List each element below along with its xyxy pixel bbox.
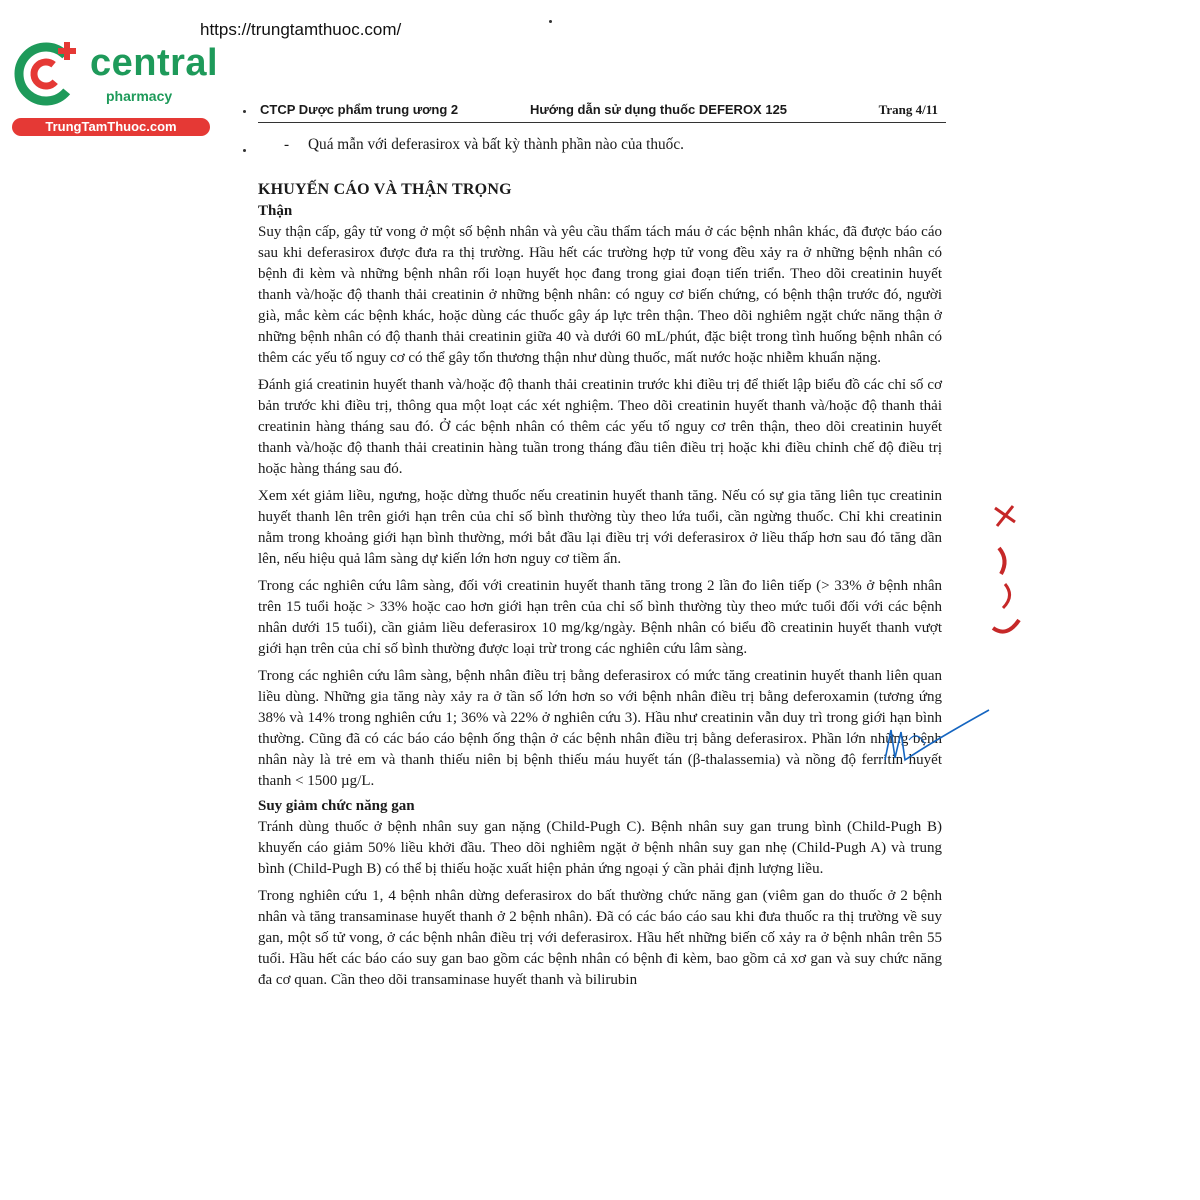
bullet-dash: - (284, 136, 290, 153)
liver-paragraph: Tránh dùng thuốc ở bệnh nhân suy gan nặng (Child-Pugh C). Bệnh nhân suy gan trung bình (Child-Pugh B) khuyến cáo giảm 50% liều khởi đầu. Theo dõi nghiêm ngặt ở bệnh nhân suy gan nhẹ (Child-Pugh A) và trung bình (Child-Pugh B) có thể bị thiếu hoặc xuất hiện phản ứng ngoại ý cần phải định lượng liều. (258, 819, 942, 877)
contraindication-bullet (284, 134, 942, 155)
liver-paragraph: Trong nghiên cứu 1, 4 bệnh nhân dừng deferasirox do bất thường chức năng gan (viêm gan do thuốc ở 2 bệnh nhân và tăng transaminase huyết thanh ở 2 bệnh nhân). Đã có các báo cáo sau khi đưa thuốc ra thị trường về suy gan, một số tử vong, ở các bệnh nhân điều trị với deferasirox. Hầu hết những biến cố xảy ra ở bệnh nhân trên 55 tuổi. Hầu hết các báo cáo suy gan bao gồm các bệnh nhân có bệnh đi kèm, bao gồm cả xơ gan và suy chức năng đa cơ quan. Cần theo dõi transaminase huyết thanh và bilirubin (258, 888, 942, 988)
scan-dot (243, 110, 246, 113)
kidney-paragraph: Suy thận cấp, gây tử vong ở một số bệnh nhân và yêu cầu thẩm tách máu ở các bệnh nhân khác, đã được báo cáo sau khi deferasirox được đưa ra thị trường. Hầu hết các trường hợp tử vong đều xảy ra ở những bệnh nhân có bệnh đi kèm và những bệnh nhân rối loạn huyết học đang trong giai đoạn tiến triển. Theo dõi creatinin huyết thanh và/hoặc độ thanh thải creatinin ở những bệnh nhân: có nguy cơ biến chứng, có bệnh thận trước đó, người già, mắc kèm các bệnh khác, hoặc dùng các thuốc gây áp lực trên thận. Theo dõi nghiêm ngặt chức năng thận ở những bệnh nhân có độ thanh thải creatinin giữa 40 và dưới 60 mL/phút, đặc biệt trong tình huống bệnh nhân có thêm các yếu tố nguy cơ có thể gây tổn thương thận như dùng thuốc, mất nước hoặc nhiễm khuẩn nặng. (258, 224, 942, 366)
kidney-paragraph: Trong các nghiên cứu lâm sàng, đối với creatinin huyết thanh tăng trong 2 lần đo liên tiếp (> 33% ở bệnh nhân trên 15 tuổi hoặc > 33% hoặc cao hơn giới hạn trên của chỉ số bình thường tùy theo mức tuổi đối với các bệnh nhân dưới 15 tuổi), cần giảm liều deferasirox 10 mg/kg/ngày. Bệnh nhân có biểu đồ creatinin huyết thanh vượt giới hạn trên của chỉ số bình thường được loại trừ trong các nghiên cứu lâm sàng. (258, 578, 942, 657)
logo-subtitle: pharmacy (106, 88, 173, 104)
kidney-heading: Thận (258, 203, 293, 219)
bullet-text: Quá mẫn với deferasirox và bất kỳ thành phần nào của thuốc. (308, 136, 684, 153)
scan-dot (549, 20, 552, 23)
liver-heading: Suy giảm chức năng gan (258, 798, 415, 814)
header-page-number: Trang 4/11 (878, 102, 938, 117)
page-header (258, 100, 946, 123)
scan-dot (243, 149, 246, 152)
header-company: CTCP Dược phẩm trung ương 2 (260, 102, 459, 117)
kidney-paragraph: Đánh giá creatinin huyết thanh và/hoặc độ thanh thải creatinin trước khi điều trị để thiết lập biểu đồ các chỉ số cơ bản trước khi điều trị, thông qua một loạt các xét nghiệm. Theo dõi creatinin huyết thanh và/hoặc độ thanh thải creatinin hàng tháng sau đó. Ở các bệnh nhân có thêm các yếu tố nguy cơ trên thận, theo dõi creatinin huyết thanh và/hoặc độ thanh thải creatinin hàng tuần trong tháng đầu tiên điều trị hoặc khi điều chỉnh chế độ điều trị hoặc hàng tháng sau đó. (258, 377, 942, 477)
logo-banner: TrungTamThuoc.com (12, 118, 210, 136)
kidney-paragraph: Trong các nghiên cứu lâm sàng, bệnh nhân điều trị bằng deferasirox có mức tăng creatinin huyết thanh liên quan liều dùng. Những gia tăng này xảy ra ở tần số lớn hơn so với bệnh nhân điều trị bằng deferoxamin (tương ứng 38% và 14% trong nghiên cứu 1; 36% và 22% ở nghiên cứu 3). Hầu như creatinin vẫn duy trì trong giới hạn bình thường. Cũng đã có các báo cáo bệnh ống thận ở các bệnh nhân điều trị bằng deferasirox. Phần lớn những bệnh nhân này là trẻ em và thanh thiếu niên bị bệnh thiếu máu huyết tán (β-thalassemia) và nồng độ ferritin huyết thanh < 1500 µg/L. (258, 668, 942, 789)
source-url: https://trungtamthuoc.com/ (200, 20, 402, 39)
pharmacy-cross-logo-icon (10, 38, 90, 118)
blue-signature-icon (865, 700, 995, 780)
header-title: Hướng dẫn sử dụng thuốc DEFEROX 125 (530, 102, 788, 117)
red-stamp-fragment-icon (985, 500, 1025, 650)
document-body (258, 134, 942, 997)
kidney-paragraph: Xem xét giảm liều, ngưng, hoặc dừng thuốc nếu creatinin huyết thanh tăng. Nếu có sự gia tăng liên tục creatinin huyết thanh lên trên giới hạn trên của chỉ số bình thường tùy theo lứa tuổi, cần ngừng thuốc. Chỉ khi creatinin nằm trong khoảng giới hạn bình thường, mới bắt đầu lại điều trị với deferasirox ở liều thấp hơn sau đó tăng dần lên, nếu hiệu quả lâm sàng dự kiến lớn hơn nguy cơ tiềm ẩn. (258, 488, 942, 567)
logo-wordmark: central (90, 42, 219, 84)
section-title: KHUYẾN CÁO VÀ THẬN TRỌNG (258, 181, 512, 198)
central-pharmacy-logo[interactable] (10, 38, 219, 138)
